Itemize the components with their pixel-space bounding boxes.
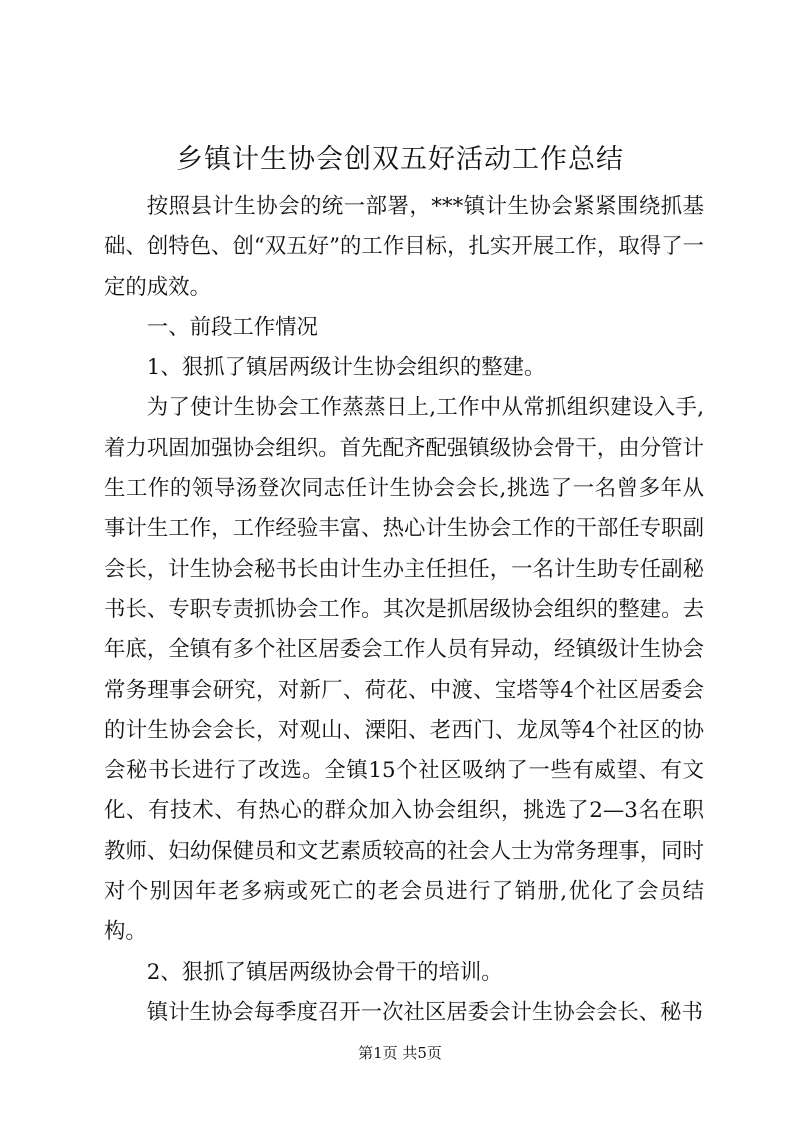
intro-paragraph: 按照县计生协会的统一部署，***镇计生协会紧紧围绕抓基础、创特色、创“双五好”的工作目标，扎实开展工作，取得了一定的成效。	[104, 194, 704, 300]
subsection-heading-2: 2、狠抓了镇居两级协会骨干的培训。	[146, 959, 503, 985]
subsection-heading-1: 1、狠抓了镇居两级计生协会组织的整建。	[146, 355, 546, 381]
page-number-footer: 第1页 共5页	[358, 1044, 442, 1062]
document-body	[104, 187, 704, 1033]
body-paragraph-1: 为了使计生协会工作蒸蒸日上,工作中从常抓组织建设入手,着力巩固加强协会组织。首先配齐配强镇级协会骨干，由分管计生工作的领导汤登次同志任计生协会会长,挑选了一名曾多年从事计生工作，工作经验丰富、热心计生协会工作的干部任专职副会长，计生协会秘书长由计生办主任担任，一名计生助专任副秘书长、专职专责抓协会工作。其次是抓居级协会组织的整建。去年底，全镇有多个社区居委会工作人员有异动，经镇级计生协会常务理事会研究，对新厂、荷花、中渡、宝塔等4个社区居委会的计生协会会长，对观山、溧阳、老西门、龙凤等4个社区的协会秘书长进行了改选。全镇15个社区吸纳了一些有威望、有文化、有技术、有热心的群众加入协会组织，挑选了2—3名在职教师、妇幼保健员和文艺素质较高的社会人士为常务理事，同时对个别因年老多病或死亡的老会员进行了销册,优化了会员结构。	[104, 395, 704, 945]
document-title: 乡镇计生协会创双五好活动工作总结	[176, 144, 624, 175]
body-paragraph-2: 镇计生协会每季度召开一次社区居委会计生协会会长、秘书	[146, 999, 703, 1025]
section-heading: 一、前段工作情况	[146, 314, 318, 340]
